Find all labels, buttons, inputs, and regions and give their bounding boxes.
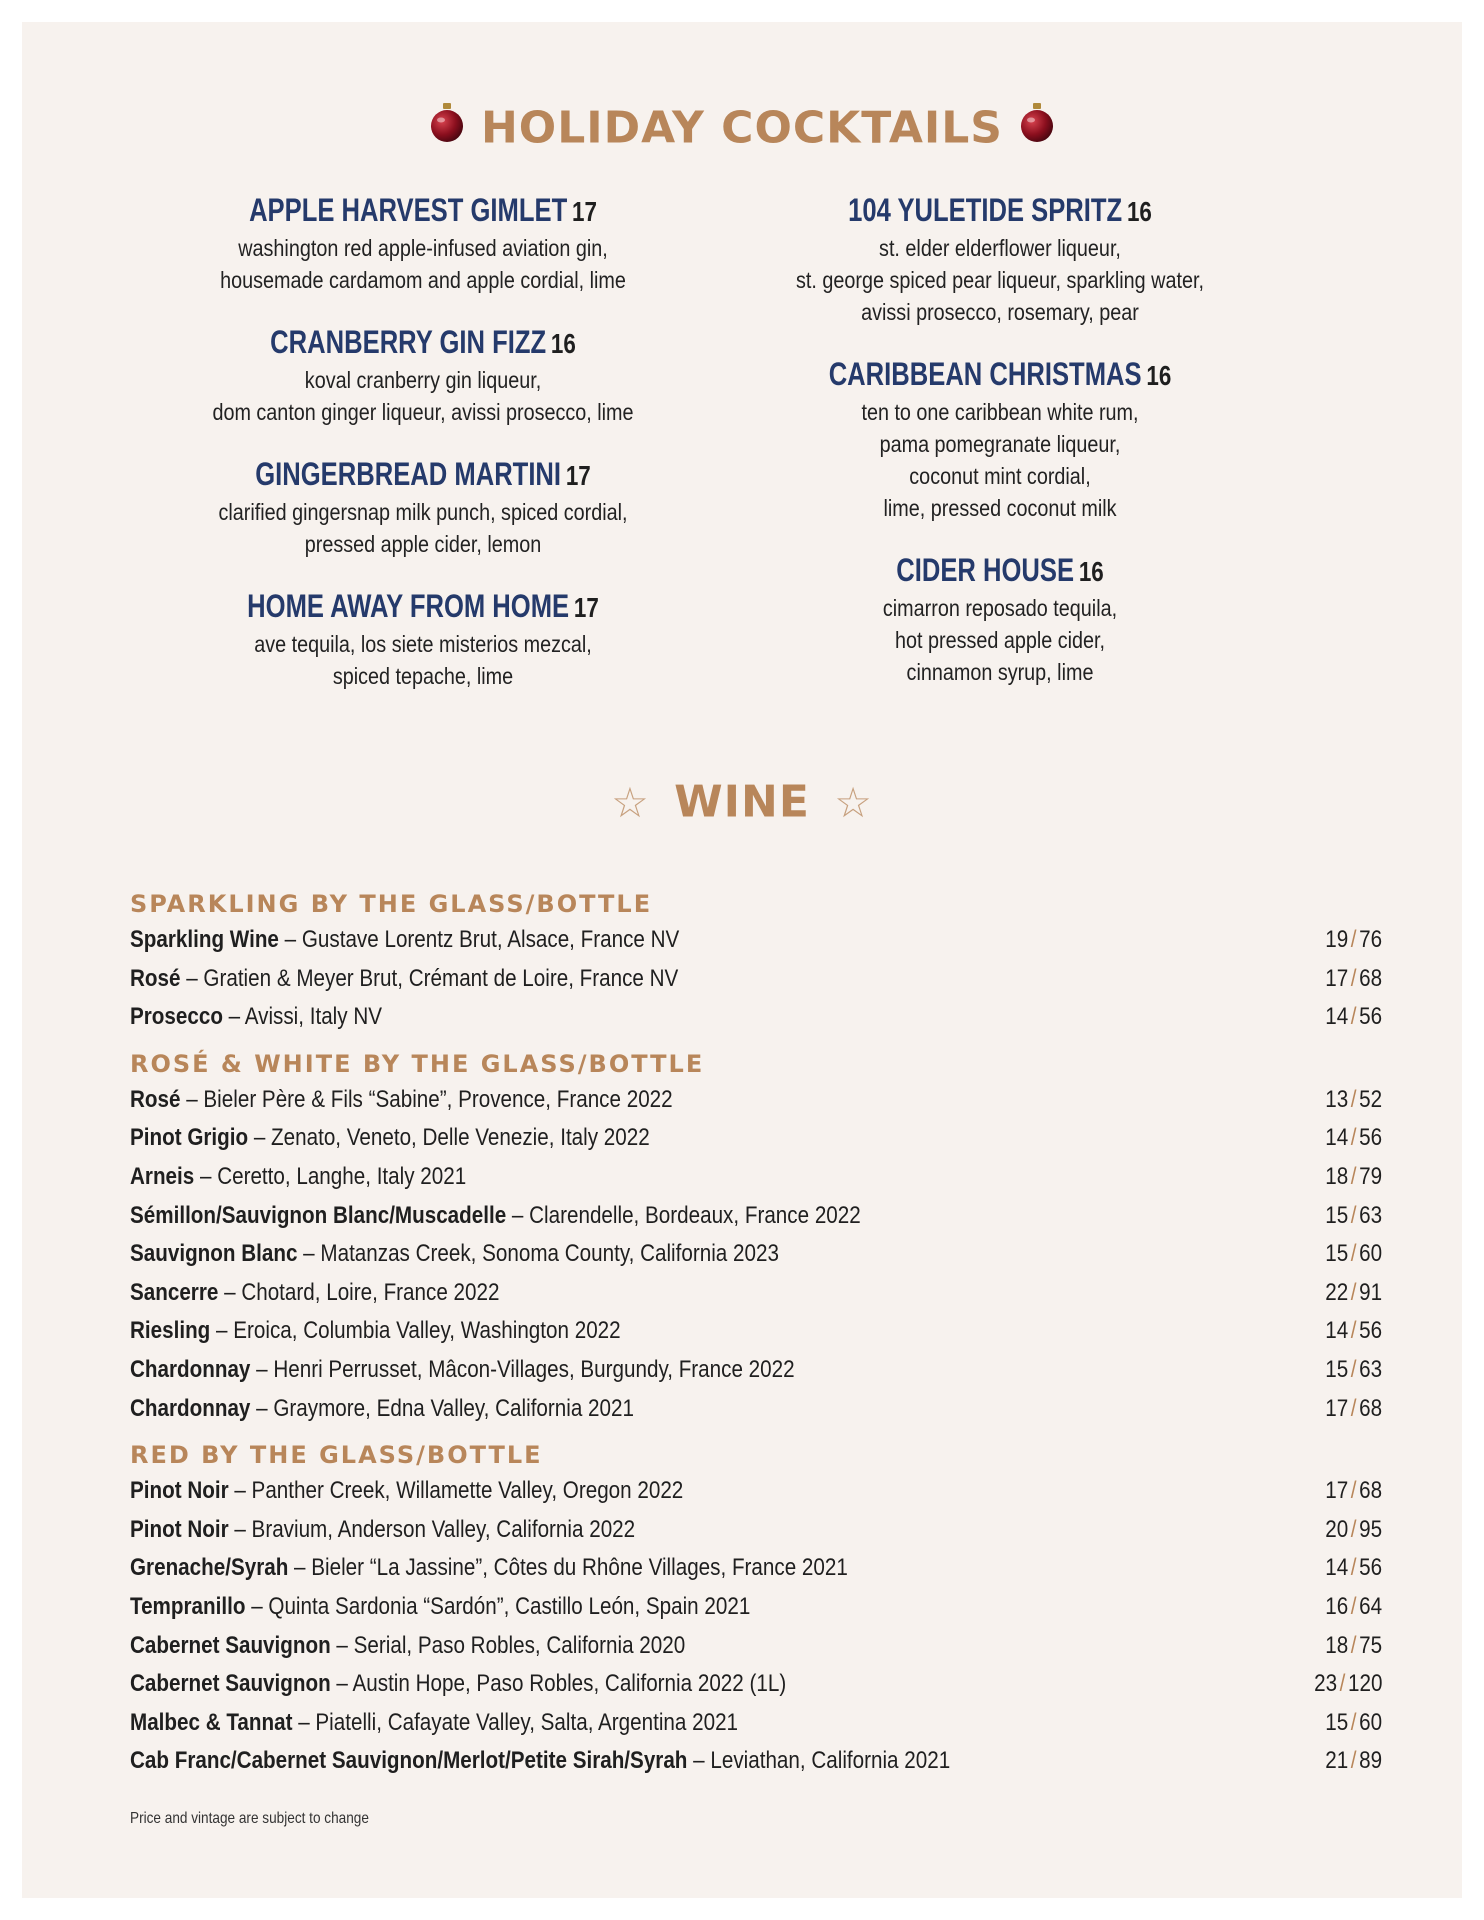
wine-description bbox=[130, 1472, 683, 1511]
wine-producer: – Gratien & Meyer Brut, Crémant de Loire, France NV bbox=[180, 964, 679, 992]
star-icon: ☆ bbox=[611, 777, 650, 827]
wine-description bbox=[130, 1351, 795, 1390]
wine-description bbox=[130, 1119, 650, 1158]
cocktail-item bbox=[700, 550, 1300, 688]
wine-grape: Pinot Noir bbox=[130, 1515, 229, 1543]
wine-prices bbox=[1325, 1511, 1382, 1550]
bottle-price: 63 bbox=[1359, 1201, 1382, 1229]
wine-grape: Prosecco bbox=[130, 1003, 223, 1031]
wine-row bbox=[130, 1119, 1382, 1158]
cocktail-name bbox=[760, 550, 1240, 592]
wine-prices bbox=[1325, 1235, 1382, 1274]
wine-row bbox=[130, 1312, 1382, 1351]
price-separator: / bbox=[1350, 1085, 1357, 1113]
wine-list bbox=[130, 887, 1382, 1781]
glass-price: 15 bbox=[1325, 1355, 1349, 1383]
bottle-price: 56 bbox=[1359, 1124, 1382, 1152]
wine-description bbox=[130, 1665, 786, 1704]
wine-prices bbox=[1325, 1119, 1382, 1158]
cocktail-description-line: coconut mint cordial, bbox=[909, 463, 1091, 489]
wine-description bbox=[130, 1390, 634, 1429]
cocktail-description-line: ave tequila, los siete misterios mezcal, bbox=[254, 631, 592, 657]
wine-title: WINE bbox=[674, 776, 810, 828]
price-separator: / bbox=[1350, 1124, 1357, 1152]
glass-price: 17 bbox=[1325, 1477, 1349, 1505]
glass-price: 13 bbox=[1325, 1085, 1349, 1113]
wine-prices bbox=[1325, 960, 1382, 999]
wine-grape: Pinot Noir bbox=[130, 1477, 229, 1505]
cocktail-item bbox=[700, 190, 1300, 328]
wine-prices bbox=[1325, 921, 1382, 960]
cocktail-name-text: APPLE HARVEST GIMLET bbox=[249, 192, 568, 228]
bottle-price: 91 bbox=[1359, 1278, 1382, 1306]
bottle-price: 68 bbox=[1359, 1394, 1382, 1422]
cocktail-name-text: 104 YULETIDE SPRITZ bbox=[848, 192, 1123, 228]
wine-row bbox=[130, 1197, 1382, 1236]
bottle-price: 68 bbox=[1359, 1477, 1382, 1505]
wine-prices bbox=[1325, 1158, 1382, 1197]
wine-prices bbox=[1325, 998, 1382, 1037]
wine-grape: Sparkling Wine bbox=[130, 926, 279, 953]
glass-price: 14 bbox=[1325, 1124, 1349, 1152]
wine-grape: Riesling bbox=[130, 1317, 211, 1345]
wine-row bbox=[130, 1274, 1382, 1313]
cocktail-item bbox=[700, 354, 1300, 524]
wine-description bbox=[130, 998, 382, 1037]
glass-price: 15 bbox=[1325, 1708, 1349, 1736]
star-icon: ☆ bbox=[834, 777, 873, 827]
cocktail-description bbox=[123, 364, 723, 428]
cocktail-name bbox=[760, 354, 1240, 396]
wine-description bbox=[130, 1588, 750, 1627]
cocktail-item bbox=[123, 322, 723, 428]
cocktail-item bbox=[123, 586, 723, 692]
wine-prices bbox=[1325, 1197, 1382, 1236]
price-separator: / bbox=[1350, 1592, 1357, 1620]
wine-row bbox=[130, 1627, 1382, 1666]
category-spacer bbox=[130, 1037, 1382, 1047]
glass-price: 17 bbox=[1325, 1394, 1349, 1422]
wine-grape: Tempranillo bbox=[130, 1592, 246, 1620]
price-separator: / bbox=[1350, 926, 1357, 953]
price-separator: / bbox=[1350, 1515, 1357, 1543]
wine-description bbox=[130, 1627, 685, 1666]
wine-row bbox=[130, 1511, 1382, 1550]
wine-producer: – Bravium, Anderson Valley, California 2022 bbox=[228, 1515, 636, 1543]
bottle-price: 63 bbox=[1359, 1355, 1382, 1383]
cocktail-price: 17 bbox=[572, 196, 597, 227]
cocktail-name-text: HOME AWAY FROM HOME bbox=[247, 588, 570, 624]
price-separator: / bbox=[1350, 1477, 1357, 1505]
bottle-price: 79 bbox=[1359, 1162, 1382, 1190]
bottle-price: 60 bbox=[1359, 1240, 1382, 1268]
menu-page bbox=[22, 22, 1462, 1898]
wine-producer: – Matanzas Creek, Sonoma County, California 2023 bbox=[297, 1240, 779, 1268]
wine-prices bbox=[1314, 1665, 1382, 1704]
wine-grape: Sauvignon Blanc bbox=[130, 1240, 298, 1268]
cocktail-price: 16 bbox=[1146, 360, 1172, 391]
cocktail-description bbox=[700, 232, 1300, 328]
cocktails-right-column bbox=[700, 190, 1300, 714]
glass-price: 15 bbox=[1325, 1201, 1349, 1229]
wine-description bbox=[130, 1197, 861, 1236]
cocktail-description bbox=[123, 496, 723, 560]
wine-prices bbox=[1325, 1274, 1382, 1313]
cocktail-description-line: housemade cardamom and apple cordial, lime bbox=[220, 267, 626, 293]
cocktail-description-line: washington red apple-infused aviation gin, bbox=[238, 235, 608, 261]
wine-description bbox=[130, 1235, 779, 1274]
cocktail-description-line: dom canton ginger liqueur, avissi prosecco, lime bbox=[212, 399, 634, 425]
glass-price: 19 bbox=[1325, 926, 1349, 953]
price-separator: / bbox=[1350, 1162, 1357, 1190]
wine-row bbox=[130, 960, 1382, 999]
wine-description bbox=[130, 1312, 621, 1351]
bottle-price: 68 bbox=[1359, 964, 1382, 992]
bottle-price: 56 bbox=[1359, 1003, 1382, 1031]
cocktail-name-text: GINGERBREAD MARTINI bbox=[255, 456, 562, 492]
cocktail-name-text: CRANBERRY GIN FIZZ bbox=[270, 324, 547, 360]
cocktail-description-line: st. george spiced pear liqueur, sparkling water, bbox=[796, 267, 1204, 293]
wine-producer: – Avissi, Italy NV bbox=[222, 1003, 383, 1031]
cocktail-description-line: ten to one caribbean white rum, bbox=[861, 399, 1139, 425]
wine-prices bbox=[1325, 1351, 1382, 1390]
wine-row bbox=[130, 1158, 1382, 1197]
wine-category-title: ROSÉ & WHITE BY THE GLASS/BOTTLE bbox=[130, 1049, 705, 1078]
wine-prices bbox=[1325, 1704, 1382, 1743]
cocktail-item bbox=[123, 454, 723, 560]
cocktail-name bbox=[760, 190, 1240, 232]
wine-producer: – Ceretto, Langhe, Italy 2021 bbox=[194, 1162, 467, 1190]
cocktail-price: 17 bbox=[573, 592, 599, 623]
wine-row bbox=[130, 1665, 1382, 1704]
cocktail-description-line: spiced tepache, lime bbox=[332, 663, 514, 689]
wine-row bbox=[130, 1742, 1382, 1781]
wine-prices bbox=[1325, 1472, 1382, 1511]
cocktail-description-line: hot pressed apple cider, bbox=[894, 627, 1106, 653]
wine-prices bbox=[1325, 1081, 1382, 1120]
bottle-price: 95 bbox=[1359, 1515, 1382, 1543]
glass-price: 17 bbox=[1325, 964, 1349, 992]
cocktail-description bbox=[700, 592, 1300, 688]
cocktail-description-line: cimarron reposado tequila, bbox=[882, 595, 1118, 621]
holiday-cocktails-title: HOLIDAY COCKTAILS bbox=[480, 102, 1003, 154]
price-separator: / bbox=[1350, 1394, 1357, 1422]
wine-row bbox=[130, 1704, 1382, 1743]
cocktail-name bbox=[183, 322, 663, 364]
price-separator: / bbox=[1350, 1747, 1357, 1775]
wine-row bbox=[130, 1235, 1382, 1274]
cocktail-price: 16 bbox=[1126, 196, 1152, 227]
cocktail-price: 16 bbox=[550, 328, 576, 359]
wine-grape: Sémillon/Sauvignon Blanc/Muscadelle bbox=[130, 1201, 507, 1229]
bottle-price: 56 bbox=[1359, 1554, 1382, 1582]
cocktail-name bbox=[183, 586, 663, 628]
wine-grape: Cabernet Sauvignon bbox=[130, 1631, 331, 1659]
wine-row bbox=[130, 921, 1382, 960]
wine-category-title: SPARKLING BY THE GLASS/BOTTLE bbox=[130, 890, 653, 918]
wine-producer: – Eroica, Columbia Valley, Washington 2022 bbox=[210, 1317, 621, 1345]
category-spacer bbox=[130, 1428, 1382, 1438]
bottle-price: 75 bbox=[1359, 1631, 1382, 1659]
wine-grape: Sancerre bbox=[130, 1278, 219, 1306]
wine-producer: – Zenato, Veneto, Delle Venezie, Italy 2022 bbox=[248, 1124, 650, 1152]
price-separator: / bbox=[1350, 1003, 1357, 1031]
holiday-cocktails-heading bbox=[22, 100, 1462, 156]
bottle-price: 76 bbox=[1359, 926, 1382, 953]
wine-producer: – Chotard, Loire, France 2022 bbox=[218, 1278, 500, 1306]
wine-description bbox=[130, 921, 679, 960]
glass-price: 22 bbox=[1325, 1278, 1349, 1306]
price-separator: / bbox=[1350, 1355, 1357, 1383]
glass-price: 18 bbox=[1325, 1631, 1349, 1659]
wine-prices bbox=[1325, 1549, 1382, 1588]
wine-description bbox=[130, 1158, 466, 1197]
wine-description bbox=[130, 960, 678, 999]
glass-price: 16 bbox=[1325, 1592, 1349, 1620]
wine-prices bbox=[1325, 1627, 1382, 1666]
wine-description bbox=[130, 1511, 635, 1550]
wine-producer: – Graymore, Edna Valley, California 2021 bbox=[250, 1394, 634, 1422]
cocktails-left-column bbox=[123, 190, 723, 718]
cocktail-price: 16 bbox=[1078, 556, 1104, 587]
wine-producer: – Gustave Lorentz Brut, Alsace, France NV bbox=[278, 926, 680, 953]
price-separator: / bbox=[1350, 964, 1357, 992]
glass-price: 14 bbox=[1325, 1554, 1349, 1582]
wine-producer: – Bieler “La Jassine”, Côtes du Rhône Villages, France 2021 bbox=[288, 1554, 848, 1582]
cocktail-price: 17 bbox=[565, 460, 591, 491]
cocktail-name-text: CIDER HOUSE bbox=[896, 552, 1075, 588]
wine-grape: Arneis bbox=[130, 1162, 195, 1190]
wine-description bbox=[130, 1742, 950, 1781]
wine-grape: Grenache/Syrah bbox=[130, 1554, 289, 1582]
bottle-price: 52 bbox=[1359, 1085, 1382, 1113]
glass-price: 20 bbox=[1325, 1515, 1349, 1543]
cocktail-description bbox=[700, 396, 1300, 524]
ornament-icon bbox=[429, 101, 465, 156]
glass-price: 18 bbox=[1325, 1162, 1349, 1190]
wine-row bbox=[130, 998, 1382, 1037]
wine-producer: – Piatelli, Cafayate Valley, Salta, Argentina 2021 bbox=[292, 1708, 739, 1736]
price-separator: / bbox=[1350, 1631, 1357, 1659]
wine-producer: – Leviathan, California 2021 bbox=[687, 1747, 951, 1775]
glass-price: 14 bbox=[1325, 1003, 1349, 1031]
wine-producer: – Henri Perrusset, Mâcon-Villages, Burgundy, France 2022 bbox=[250, 1355, 795, 1383]
wine-heading bbox=[22, 774, 1462, 828]
cocktail-description bbox=[123, 628, 723, 692]
cocktail-description-line: st. elder elderflower liqueur, bbox=[879, 235, 1121, 261]
wine-row bbox=[130, 1081, 1382, 1120]
price-separator: / bbox=[1350, 1278, 1357, 1306]
cocktail-name-text: CARIBBEAN CHRISTMAS bbox=[828, 356, 1142, 392]
wine-producer: – Bieler Père & Fils “Sabine”, Provence, France 2022 bbox=[180, 1085, 673, 1113]
bottle-price: 89 bbox=[1359, 1747, 1382, 1775]
cocktail-description-line: koval cranberry gin liqueur, bbox=[304, 367, 542, 393]
wine-producer: – Austin Hope, Paso Robles, California 2022 (1L) bbox=[330, 1670, 787, 1698]
wine-grape: Pinot Grigio bbox=[130, 1124, 249, 1152]
cocktail-description bbox=[123, 232, 723, 296]
wine-row bbox=[130, 1549, 1382, 1588]
wine-producer: – Serial, Paso Robles, California 2020 bbox=[330, 1631, 686, 1659]
wine-grape: Malbec & Tannat bbox=[130, 1708, 293, 1736]
price-separator: / bbox=[1350, 1201, 1357, 1229]
wine-grape: Chardonnay bbox=[130, 1394, 251, 1422]
cocktail-description-line: pama pomegranate liqueur, bbox=[879, 431, 1121, 457]
wine-row bbox=[130, 1390, 1382, 1429]
wine-row bbox=[130, 1588, 1382, 1627]
ornament-icon bbox=[1019, 101, 1055, 156]
wine-description bbox=[130, 1549, 848, 1588]
cocktail-description-line: pressed apple cider, lemon bbox=[304, 531, 542, 557]
wine-prices bbox=[1325, 1588, 1382, 1627]
price-separator: / bbox=[1350, 1317, 1357, 1345]
bottle-price: 56 bbox=[1359, 1317, 1382, 1345]
cocktail-description-line: cinnamon syrup, lime bbox=[906, 659, 1094, 685]
price-separator: / bbox=[1350, 1240, 1357, 1268]
wine-grape: Cab Franc/Cabernet Sauvignon/Merlot/Petite Sirah/Syrah bbox=[130, 1747, 688, 1775]
cocktail-name bbox=[183, 190, 663, 232]
price-separator: / bbox=[1339, 1670, 1345, 1698]
bottle-price: 64 bbox=[1359, 1592, 1382, 1620]
wine-producer: – Quinta Sardonia “Sardón”, Castillo León, Spain 2021 bbox=[245, 1592, 751, 1620]
cocktail-name bbox=[183, 454, 663, 496]
wine-description bbox=[130, 1081, 673, 1120]
wine-row bbox=[130, 1472, 1382, 1511]
wine-row bbox=[130, 1351, 1382, 1390]
wine-description bbox=[130, 1704, 738, 1743]
wine-producer: – Clarendelle, Bordeaux, France 2022 bbox=[506, 1201, 861, 1229]
wine-prices bbox=[1325, 1742, 1382, 1781]
wine-category-title: RED BY THE GLASS/BOTTLE bbox=[130, 1441, 543, 1470]
wine-prices bbox=[1325, 1312, 1382, 1351]
bottle-price: 60 bbox=[1359, 1708, 1382, 1736]
wine-prices bbox=[1325, 1390, 1382, 1429]
wine-grape: Rosé bbox=[130, 1085, 181, 1113]
glass-price: 23 bbox=[1313, 1670, 1337, 1698]
price-separator: / bbox=[1350, 1554, 1357, 1582]
cocktail-description-line: lime, pressed coconut milk bbox=[883, 495, 1117, 521]
cocktail-description-line: avissi prosecco, rosemary, pear bbox=[861, 299, 1139, 325]
glass-price: 14 bbox=[1325, 1317, 1349, 1345]
bottle-price: 120 bbox=[1347, 1670, 1382, 1698]
wine-producer: – Panther Creek, Willamette Valley, Oregon 2022 bbox=[228, 1477, 684, 1505]
wine-description bbox=[130, 1274, 499, 1313]
wine-grape: Rosé bbox=[130, 964, 181, 992]
price-separator: / bbox=[1350, 1708, 1357, 1736]
glass-price: 21 bbox=[1325, 1747, 1349, 1775]
footnote: Price and vintage are subject to change bbox=[130, 1810, 369, 1827]
wine-grape: Chardonnay bbox=[130, 1355, 251, 1383]
cocktail-description-line: clarified gingersnap milk punch, spiced cordial, bbox=[218, 499, 628, 525]
glass-price: 15 bbox=[1325, 1240, 1349, 1268]
cocktail-item bbox=[123, 190, 723, 296]
wine-grape: Cabernet Sauvignon bbox=[130, 1670, 331, 1698]
